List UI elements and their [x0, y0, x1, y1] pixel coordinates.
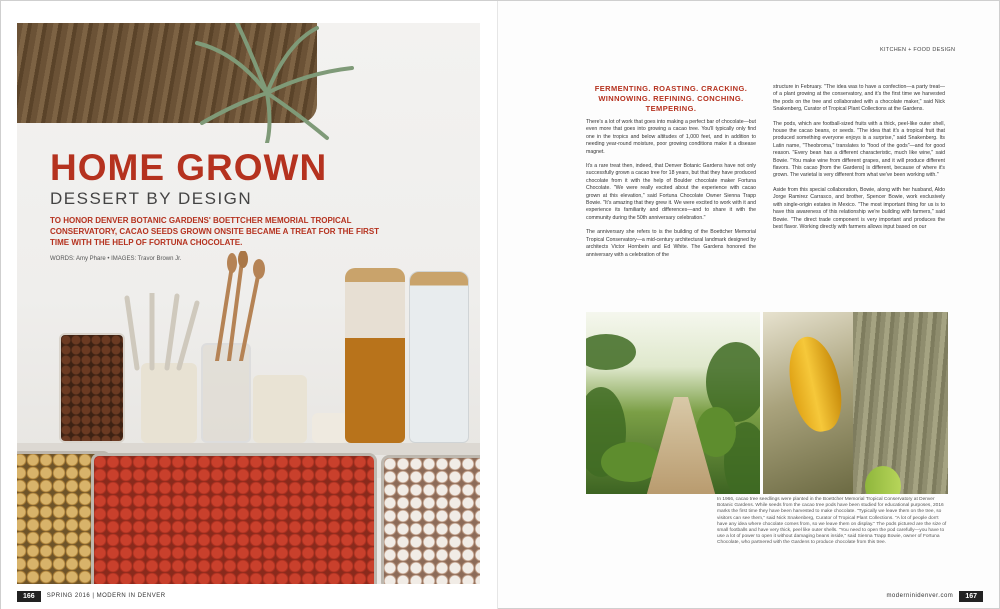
cacao-pod [782, 332, 849, 436]
conservatory-path-photo [586, 312, 760, 494]
paragraph: There's a lot of work that goes into making a perfect bar of chocolate—but even more that goes into growing a cacao tree. You'll typically only find one in the tropics and below altitudes of 1,000 feet, and in addition to needing year-round moisture, poor growing conditions make it a disease magnet. [586, 119, 756, 155]
left-page [1, 1, 498, 609]
headline: HOME GROWN [50, 147, 328, 188]
white-truffle-tray [381, 455, 480, 584]
page-number-left: 166 [17, 591, 41, 602]
right-footer [886, 590, 983, 602]
issue-label: SPRING 2016 | MODERN IN DENVER [46, 593, 166, 599]
utensils-illustration [117, 293, 207, 373]
cacao-trunk [853, 312, 948, 494]
website-label: moderninidenver.com [886, 593, 954, 599]
small-cup [312, 413, 348, 443]
page-number-right: 167 [959, 591, 983, 602]
water-bottle [409, 271, 469, 443]
dek: TO HONOR DENVER BOTANIC GARDENS' BOETTCHER MEMORIAL TROPICAL CONSERVATORY, CACAO SEEDS GROWN ONSITE BECAME A TREAT FOR THE FIRST TIME WITH THE HELP OF FORTUNA CHOCOLATE. [50, 216, 380, 247]
photo-caption: In 1966, cacao tree seedlings were planted in the Boettcher Memorial Tropical Conservatory at Denver Botanic Gardens. While seeds from the cacao tree pods have been studied for educational purposes, 2016 marks the first time they have been harvested to make chocolate. "Typically we leave them on the tree, so visitors can see them," said Nick Snakenberg, Curator of Tropical Plant Collections. "A lot of people don't have any idea where chocolate comes from, so we leave them on display." The pods pictured are the size of small footballs and have very thick, peel like outer shells. "You need to open the pod carefully—you have to use a lot of power to open it without damaging beans inside," said Sienna Trapp Bowie, owner of Fortuna Chocolate, who partnered with the Gardens to produce chocolate from this tree. [717, 497, 947, 546]
paragraph: structure in February. "The idea was to have a confection—a party treat—of a plant growing at the conservatory, and it's the first time we harvested the pods on the tree and collaborated with a chocolate maker," said Nick Snakenberg, Curator of Tropical Plant Collections at the Gardens. [773, 84, 945, 113]
pull-quote: FERMENTING. ROASTING. CRACKING. WINNOWING. REFINING. CONCHING. TEMPERING. [594, 84, 748, 113]
cacao-bean-jar [59, 333, 125, 443]
cacao-pod-photo [763, 312, 948, 494]
paragraph: Aside from this special collaboration, Bowie, along with her husband, Aldo Jorge Ramirez Carrasco, and brother, Spencer Bowie, work exclusively with single-origin estates in Mexico. "The most important thing for us is to have this awareness of this relationship we're building with farmers," said Bowie. "The direct trade component is very important and produces the best flavor. Working directly with farmers allows input based on our [773, 186, 945, 230]
subhead: DESSERT BY DESIGN [50, 189, 253, 208]
paragraph: The anniversary she refers to is the building of the Boettcher Memorial Tropical Conservatory—a mid-century architectural landmark designed by architects Victor Hornbein and Ed White. The Gardens honored the anniversary with a celebration of the [586, 229, 756, 258]
utensil-cup-left [141, 363, 197, 443]
paragraph: The pods, which are football-sized fruits with a thick, peel-like outer shell, house the cacao beans, or seeds. "The idea that it's a tropical fruit that produced something everyone enjoys is a surprise," said Snakenberg. Its Latin name, "Theobroma," translates to "food of the gods"—and for good reason. "Every bean has a different characteristic, much like wine," said Bowie. "You make wine from different grapes, and it will produce different flavors. This cacao [from the Gardens] is different, because of where it's grown. The varietal is very different from what we've been working with." [773, 120, 945, 179]
utensil-cup-right [253, 375, 307, 443]
wooden-spoons-illustration [207, 251, 267, 361]
body-column-2 [773, 84, 945, 238]
oil-bottle [345, 268, 405, 443]
left-footer [17, 590, 166, 602]
red-truffle-tray [91, 453, 377, 584]
section-label: KITCHEN + FOOD DESIGN [880, 47, 956, 53]
credits: WORDS: Amy Phare • IMAGES: Travor Brown Jr. [50, 256, 182, 262]
paragraph: It's a rare treat then, indeed, that Denver Botanic Gardens have not only successfully grown a cacao tree for 18 years, but that they have produced chocolate from it with the help of Boulder chocolate maker Fortuna Chocolate. "We were really excited about the experience with cacao grown at this elevation," said Fortuna Chocolate Owner Sienna Trapp Bowie. "It's amazing that they grew it. We were excited to work with it and experience its familiarity and differences—and to share it with the community during the 50th anniversary celebration." [586, 163, 756, 221]
article-title-block [50, 149, 470, 262]
body-column-1 [586, 119, 756, 266]
chocolate-workshop-photo [17, 23, 480, 584]
air-plant-illustration [177, 23, 357, 143]
